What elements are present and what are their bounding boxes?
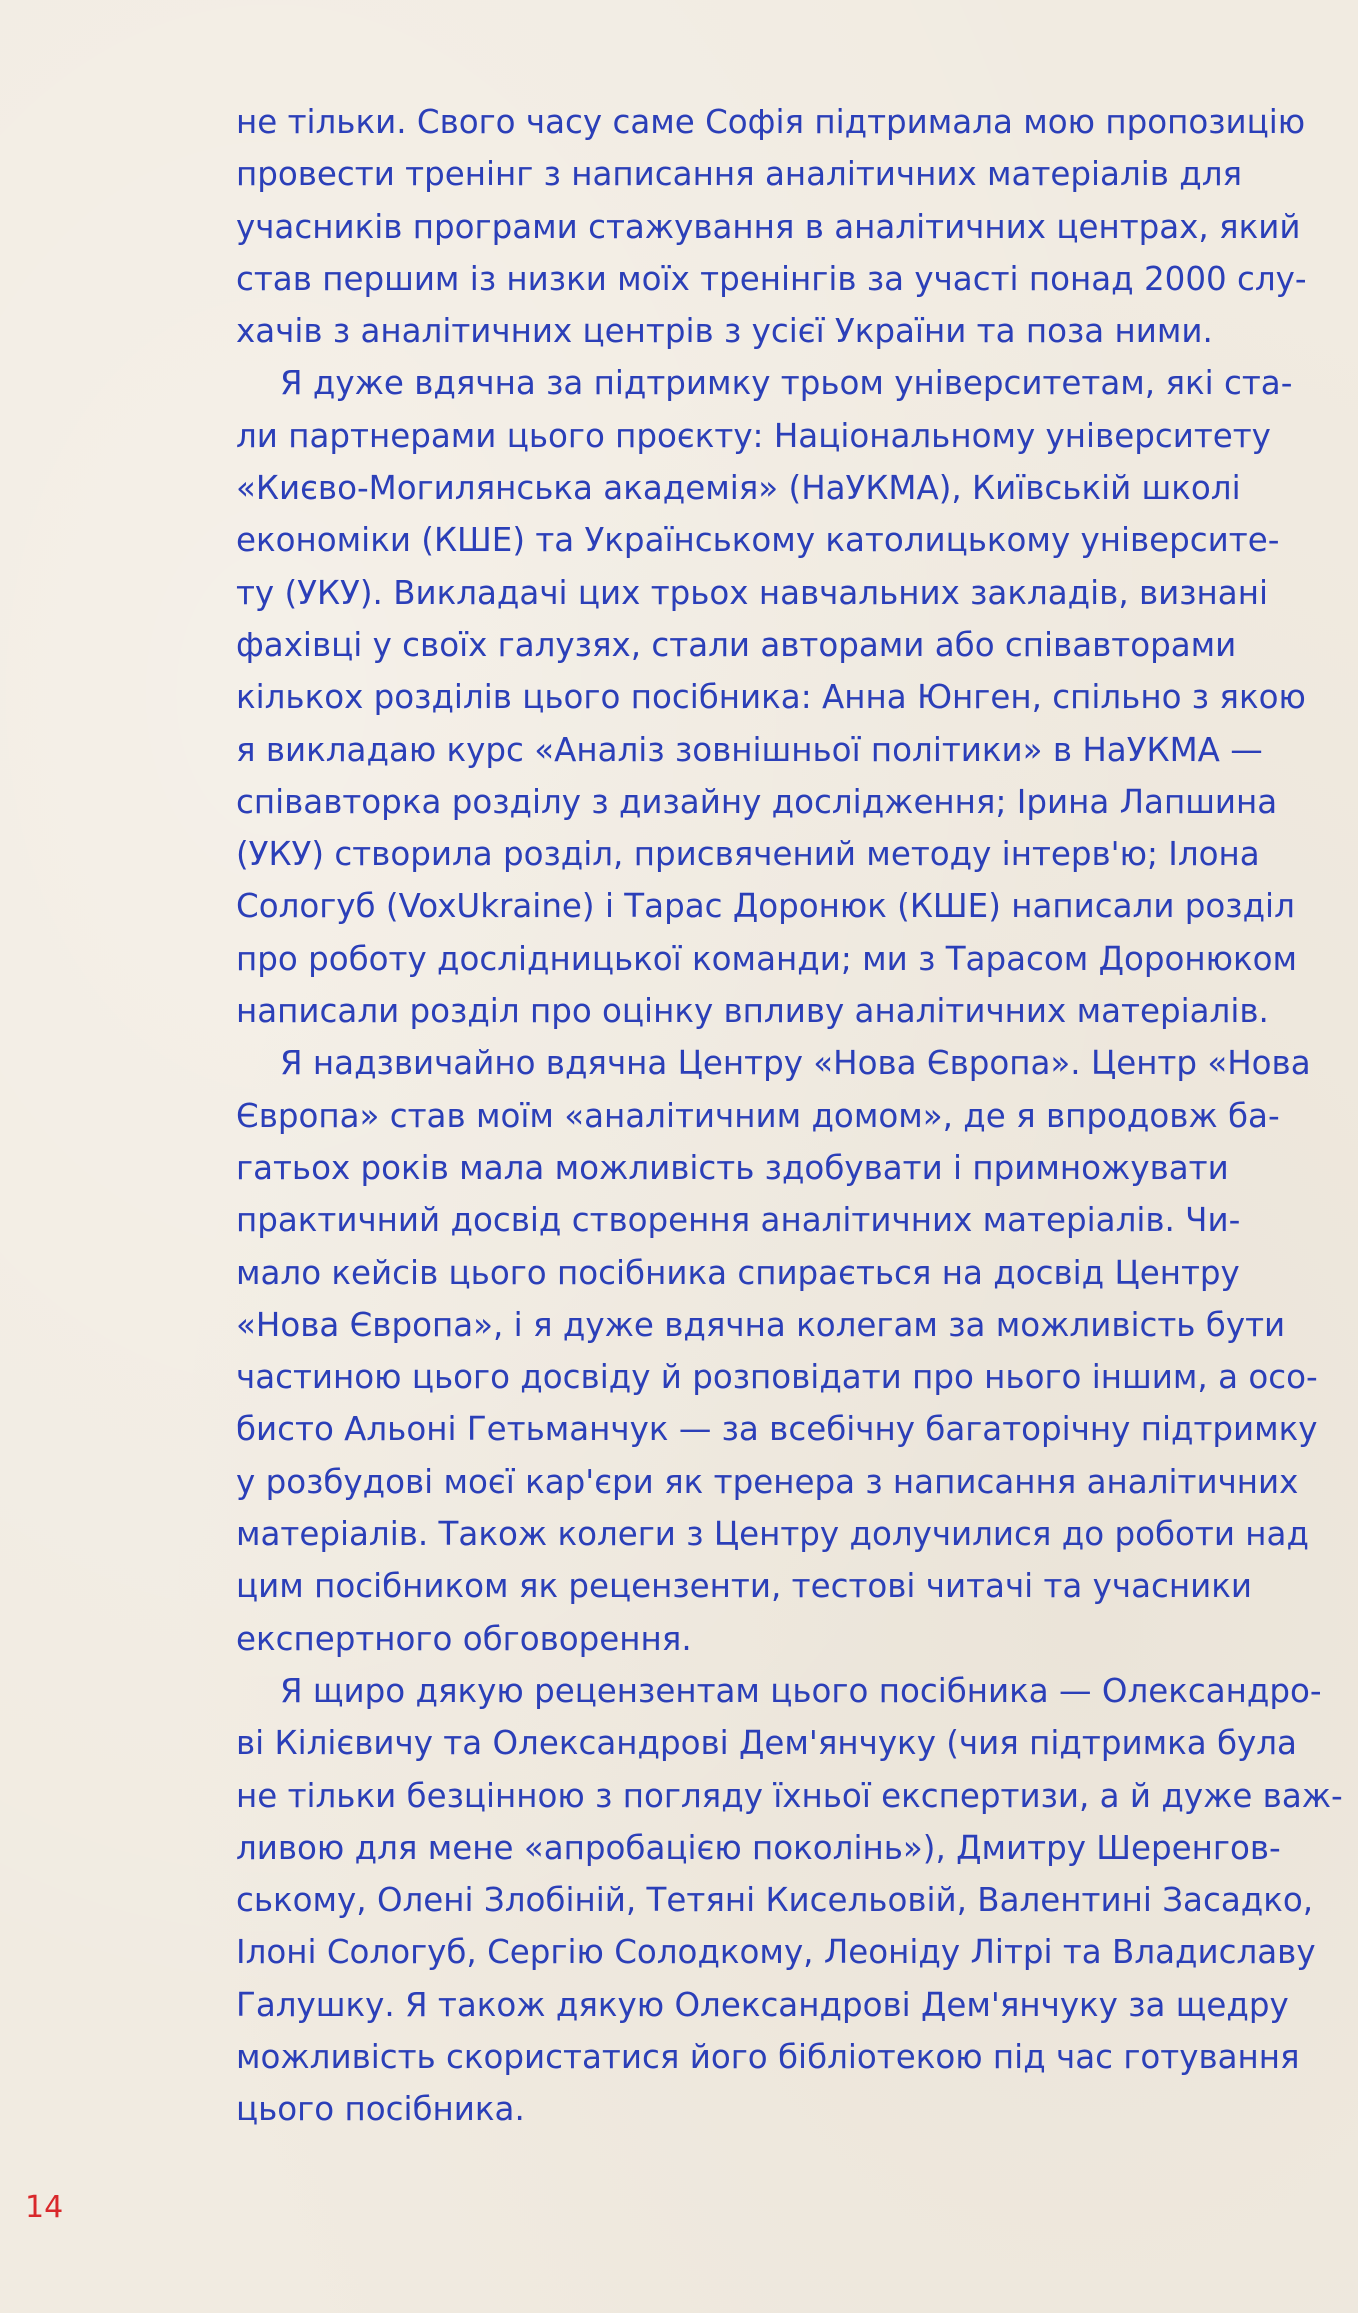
text-line: Європа» став моїм «аналітичним домом», де я впродовж ба- — [236, 1096, 1280, 1135]
text-line: «Нова Європа», і я дуже вдячна колегам за можливість бути — [236, 1305, 1286, 1344]
text-line: економіки (КШЕ) та Українському католицькому університе- — [236, 521, 1280, 560]
text-line: написали розділ про оцінку впливу аналітичних матеріалів. — [236, 992, 1269, 1031]
text-line: бисто Альоні Гетьманчук — за всебічну багаторічну підтримку — [236, 1410, 1318, 1449]
text-line: мало кейсів цього посібника спирається на досвід Центру — [236, 1253, 1240, 1292]
text-line: про роботу дослідницької команди; ми з Тарасом Доронюком — [236, 939, 1298, 978]
text-line: ли партнерами цього проєкту: Національному університету — [236, 416, 1271, 455]
text-line: матеріалів. Також колеги з Центру долучилися до роботи над — [236, 1515, 1309, 1554]
text-line: фахівці у своїх галузях, стали авторами або співавторами — [236, 625, 1237, 664]
text-line: можливість скористатися його бібліотекою під час готування — [236, 2037, 1300, 2076]
text-line: у розбудові моєї кар'єри як тренера з написання аналітичних — [236, 1462, 1299, 1501]
text-line: провести тренінг з написання аналітичних матеріалів для — [236, 155, 1243, 194]
text-line: не тільки безцінною з погляду їхньої експертизи, а й дуже важ- — [236, 1776, 1343, 1815]
paragraph-3 — [236, 1037, 1336, 1665]
text-line: Сологуб (VoxUkraine) і Тарас Доронюк (КШЕ) написали розділ — [236, 887, 1295, 926]
text-line: ту (УКУ). Викладачі цих трьох навчальних закладів, визнані — [236, 573, 1268, 612]
text-line: «Києво-Могилянська академія» (НаУКМА), Київській школі — [236, 469, 1241, 508]
text-line: гатьох років мала можливість здобувати і примножувати — [236, 1148, 1229, 1187]
text-line: Я надзвичайно вдячна Центру «Нова Європа». Центр «Нова — [280, 1044, 1311, 1083]
paragraph-4 — [236, 1665, 1343, 2136]
page-number: 14 — [25, 2190, 64, 2225]
text-line: я викладаю курс «Аналіз зовнішньої політики» в НаУКМА — — [236, 730, 1263, 769]
paragraph-1 — [236, 96, 1336, 357]
text-line: співавторка розділу з дизайну дослідження; Ірина Лапшина — [236, 782, 1278, 821]
text-line: частиною цього досвіду й розповідати про нього іншим, а осо- — [236, 1358, 1318, 1397]
text-line: (УКУ) створила розділ, присвячений методу інтерв'ю; Ілона — [236, 835, 1260, 874]
text-line: Я дуже вдячна за підтримку трьом університетам, які ста- — [280, 364, 1293, 403]
text-line: експертного обговорення. — [236, 1619, 692, 1658]
text-line: не тільки. Свого часу саме Софія підтримала мою пропозицію — [236, 103, 1306, 141]
text-line: кількох розділів цього посібника: Анна Юнген, спільно з якою — [236, 678, 1306, 717]
text-line: ливою для мене «апробацією поколінь»), Дмитру Шеренгов- — [236, 1828, 1281, 1867]
text-line: учасників програми стажування в аналітичних центрах, який — [236, 207, 1301, 246]
text-line: став першим із низки моїх тренінгів за участі понад 2000 слу- — [236, 259, 1307, 298]
text-line: цього посібника. — [236, 2090, 525, 2129]
text-line: практичний досвід створення аналітичних матеріалів. Чи- — [236, 1201, 1241, 1240]
body-text — [236, 96, 1343, 2136]
text-line: цим посібником як рецензенти, тестові читачі та учасники — [236, 1567, 1253, 1606]
text-line: ському, Олені Злобіній, Тетяні Кисельовій, Валентині Засадко, — [236, 1881, 1314, 1920]
text-line: хачів з аналітичних центрів з усієї України та поза ними. — [236, 312, 1213, 351]
text-line: Ілоні Сологуб, Сергію Солодкому, Леоніду Літрі та Владиславу — [236, 1933, 1316, 1972]
text-line: ві Кілієвичу та Олександрові Дем'янчуку (чия підтримка була — [236, 1724, 1297, 1763]
paragraph-2 — [236, 357, 1336, 1037]
text-line: Галушку. Я також дякую Олександрові Дем'янчуку за щедру — [236, 1985, 1289, 2024]
text-line: Я щиро дякую рецензентам цього посібника — Олександро- — [280, 1671, 1322, 1710]
